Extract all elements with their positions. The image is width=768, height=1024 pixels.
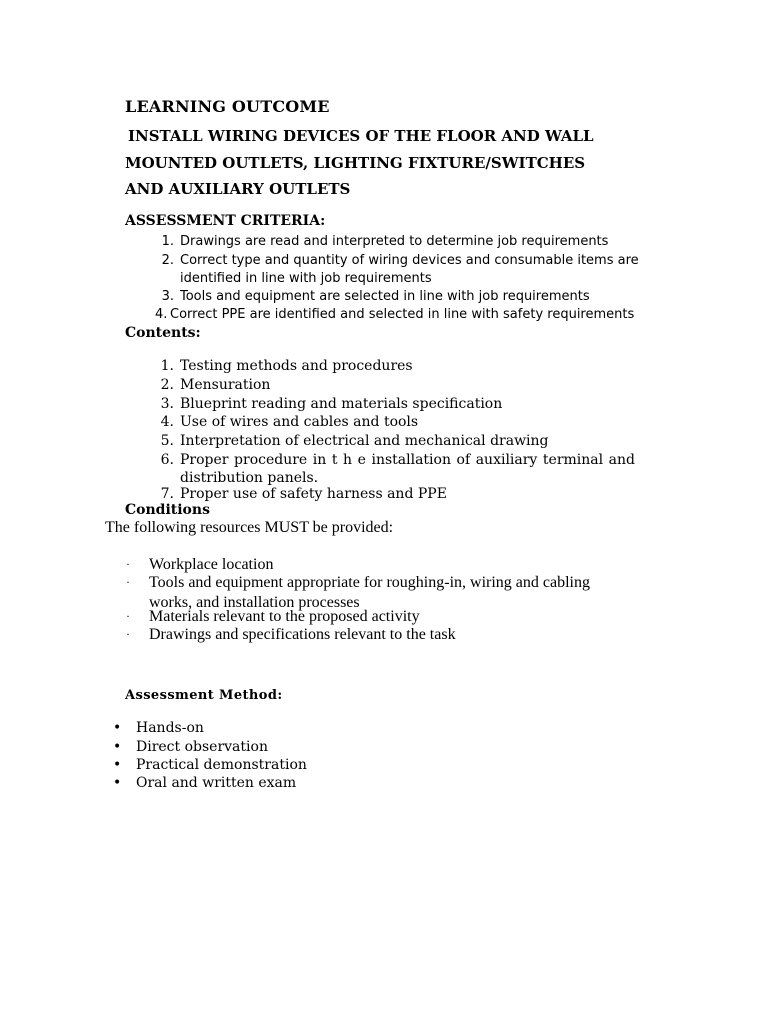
content-number: 3. (160, 396, 174, 412)
content-number: 1. (160, 358, 174, 374)
content-text: Proper procedure in t h e installation of auxiliary terminal and (180, 452, 635, 468)
content-text-continued: distribution panels. (180, 470, 319, 486)
outcome-title-line-1: INSTALL WIRING DEVICES OF THE FLOOR AND WALL (128, 127, 594, 145)
learning-outcome-heading: LEARNING OUTCOME (125, 97, 330, 116)
resource-text: Drawings and specifications relevant to the task (149, 626, 456, 643)
content-text: Testing methods and procedures (180, 358, 413, 374)
contents-heading: Contents: (125, 325, 201, 341)
criteria-number: 3. (161, 289, 174, 304)
resource-text: Materials relevant to the proposed activity (149, 608, 420, 625)
resource-text-continued: works, and installation processes (149, 594, 360, 611)
bullet-icon: · (126, 557, 130, 571)
assessment-method-heading: Assessment Method: (125, 688, 283, 703)
criteria-text: Correct PPE are identified and selected in line with safety requirements (170, 307, 635, 322)
content-number: 5. (160, 433, 174, 449)
method-text: Oral and written exam (136, 775, 297, 791)
bullet-icon: • (113, 720, 122, 736)
criteria-text: Correct type and quantity of wiring devices and consumable items are (180, 253, 639, 268)
bullet-icon: · (126, 575, 130, 589)
content-number: 2. (160, 377, 174, 393)
bullet-icon: • (113, 739, 122, 755)
criteria-text: Drawings are read and interpreted to determine job requirements (180, 234, 609, 249)
criteria-number: 1. (161, 234, 174, 249)
assessment-criteria-heading: ASSESSMENT CRITERIA: (125, 213, 326, 229)
conditions-heading: Conditions (125, 502, 210, 518)
criteria-text-continued: identified in line with job requirements (180, 271, 432, 286)
resource-text: Tools and equipment appropriate for roughing-in, wiring and cabling (149, 574, 590, 591)
resource-text: Workplace location (149, 556, 274, 573)
content-text: Interpretation of electrical and mechanical drawing (180, 433, 549, 449)
content-text: Use of wires and cables and tools (180, 414, 419, 430)
method-text: Practical demonstration (136, 757, 307, 773)
content-text: Mensuration (180, 377, 271, 393)
content-text: Proper use of safety harness and PPE (180, 486, 447, 502)
content-number: 6. (160, 452, 174, 468)
bullet-icon: • (113, 775, 122, 791)
content-text: Blueprint reading and materials specification (180, 396, 503, 412)
criteria-number: 4. (155, 307, 168, 322)
bullet-icon: · (126, 609, 130, 623)
resources-intro: The following resources MUST be provided: (105, 519, 394, 536)
criteria-text: Tools and equipment are selected in line with job requirements (180, 289, 590, 304)
outcome-title-line-2: MOUNTED OUTLETS, LIGHTING FIXTURE/SWITCHES (125, 154, 586, 172)
criteria-number: 2. (161, 253, 174, 268)
content-number: 7. (160, 486, 174, 502)
bullet-icon: · (126, 627, 130, 641)
content-number: 4. (160, 414, 174, 430)
outcome-title-line-3: AND AUXILIARY OUTLETS (125, 180, 351, 198)
method-text: Direct observation (136, 739, 268, 755)
method-text: Hands-on (136, 720, 204, 736)
bullet-icon: • (113, 757, 122, 773)
